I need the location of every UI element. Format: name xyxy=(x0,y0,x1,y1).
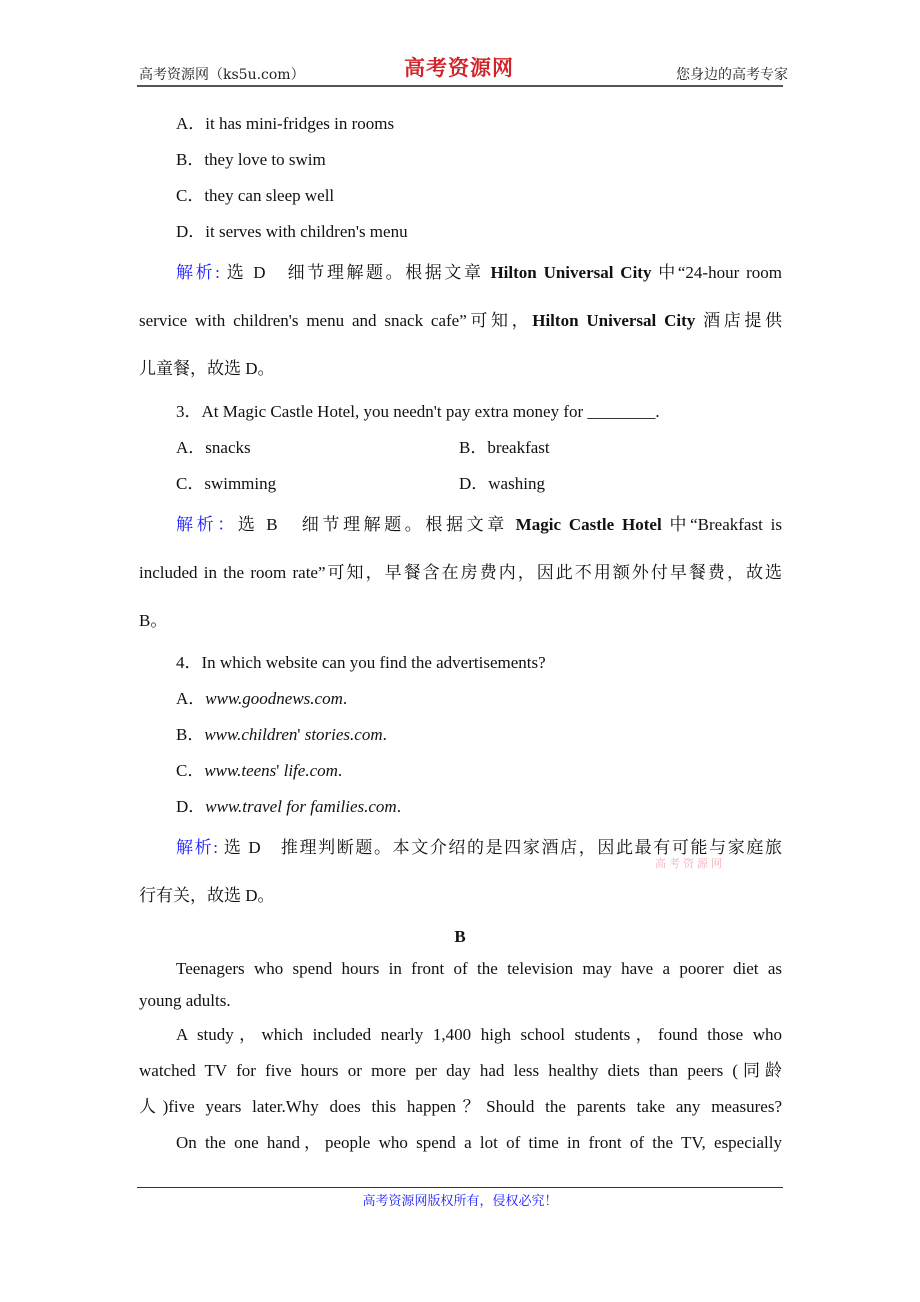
text-segment: 4．In which website can you find the advertisements? xyxy=(176,653,546,672)
text-segment: www.travel for families.com xyxy=(205,797,397,816)
text-segment: Teenagers who spend hours in front of the television may have a poorer diet as xyxy=(176,959,782,978)
footer-text: 高考资源网版权所有，侵权必究！ xyxy=(362,1194,558,1209)
text-segment: 酒店提供 xyxy=(695,311,782,330)
analysis-label: 解析: xyxy=(176,263,220,282)
text-segment: www.teens xyxy=(204,761,277,780)
text-segment: ' xyxy=(297,725,305,744)
text-line xyxy=(139,990,231,1012)
text-segment: . xyxy=(396,797,401,816)
text-line xyxy=(139,358,275,380)
text-line xyxy=(459,437,550,459)
text-segment: . xyxy=(382,725,387,744)
header-right: 您身边的高考专家 xyxy=(676,67,788,83)
text-segment: . xyxy=(342,689,348,708)
text-line xyxy=(176,1024,782,1046)
text-segment: D．washing xyxy=(459,474,545,493)
text-line xyxy=(176,760,342,782)
text-line xyxy=(176,437,251,459)
text-line xyxy=(139,1096,782,1118)
watermark: 高考资源网 xyxy=(655,858,725,870)
header-left: 高考资源网（ks5u.com） xyxy=(139,67,305,83)
text-segment: A．it has mini-fridges in rooms xyxy=(176,114,395,133)
text-line xyxy=(139,610,167,632)
text-line xyxy=(176,796,401,818)
text-segment: www.children xyxy=(204,725,298,744)
text-line xyxy=(176,149,326,171)
text-line xyxy=(139,885,275,907)
text-segment: service with children's menu and snack cafe”可知， xyxy=(139,311,533,330)
text-segment: 人)five years later.Why does this happen？Should the parents take any measures? xyxy=(139,1097,782,1116)
text-line xyxy=(139,310,782,332)
text-segment: 选 D 细节理解题。根据文章 xyxy=(219,263,491,282)
text-segment: www.goodnews.com xyxy=(205,689,343,708)
text-segment: Magic Castle Hotel xyxy=(515,515,662,534)
text-segment: B．they love to swim xyxy=(176,150,326,169)
text-segment: C．they can sleep well xyxy=(176,186,335,205)
text-segment: stories.com xyxy=(304,725,383,744)
text-segment: 行有关，故选 D。 xyxy=(139,886,275,905)
text-segment: C．swimming xyxy=(176,474,277,493)
header-logo: 高考资源网 xyxy=(404,55,514,80)
text-segment: On the one hand，people who spend a lot of time in front of the TV, especially xyxy=(176,1133,782,1152)
text-segment: included in the room rate”可知，早餐含在房费内，因此不用额外付早餐费，故选 xyxy=(139,563,782,582)
text-line xyxy=(176,652,546,674)
text-segment: B。 xyxy=(139,611,168,630)
text-line xyxy=(176,221,408,243)
text-segment: C． xyxy=(176,761,205,780)
text-line xyxy=(176,1132,782,1154)
text-segment: 3．At Magic Castle Hotel, you needn't pay extra money for ________. xyxy=(176,402,660,421)
text-line xyxy=(139,1060,782,1082)
text-segment: 选 D 推理判断题。本文介绍的是四家酒店，因此最有可能与家庭旅 xyxy=(217,838,782,857)
text-line xyxy=(176,688,347,710)
analysis-label: 解析: xyxy=(176,838,218,857)
text-segment: life.com xyxy=(283,761,338,780)
text-segment: B． xyxy=(176,725,205,744)
text-line xyxy=(176,113,394,135)
text-line xyxy=(176,473,276,495)
header-rule xyxy=(137,85,783,87)
text-segment: . xyxy=(337,761,343,780)
text-segment: 选 B 细节理解题。根据文章 xyxy=(237,515,516,534)
text-segment: A．snacks xyxy=(176,438,251,457)
text-line xyxy=(176,262,782,284)
text-segment: Hilton Universal City xyxy=(490,263,652,282)
text-line xyxy=(176,185,334,207)
text-segment: 中“24-hour room xyxy=(651,263,782,282)
text-segment: D． xyxy=(176,797,206,816)
text-line xyxy=(176,958,782,980)
text-line xyxy=(459,473,545,495)
text-line xyxy=(176,401,660,423)
text-segment: A study，which included nearly 1,400 high school students，found those who xyxy=(176,1025,782,1044)
text-segment: Hilton Universal City xyxy=(532,311,696,330)
text-line xyxy=(139,562,782,584)
text-line xyxy=(0,926,920,948)
text-segment: B．breakfast xyxy=(459,438,550,457)
analysis-label: 解析： xyxy=(176,515,238,534)
text-segment: 儿童餐，故选 D。 xyxy=(139,359,275,378)
text-line xyxy=(176,724,387,746)
text-segment: D．it serves with children's menu xyxy=(176,222,408,241)
text-segment: A． xyxy=(176,689,206,708)
text-segment: young adults. xyxy=(139,991,231,1010)
text-segment: watched TV for five hours or more per day had less healthy diets than peers (同龄 xyxy=(139,1061,782,1080)
text-segment: ' xyxy=(276,761,284,780)
text-line xyxy=(176,514,782,536)
footer-rule xyxy=(137,1187,783,1188)
text-segment: 中“Breakfast is xyxy=(661,515,782,534)
text-segment: B xyxy=(454,927,466,946)
